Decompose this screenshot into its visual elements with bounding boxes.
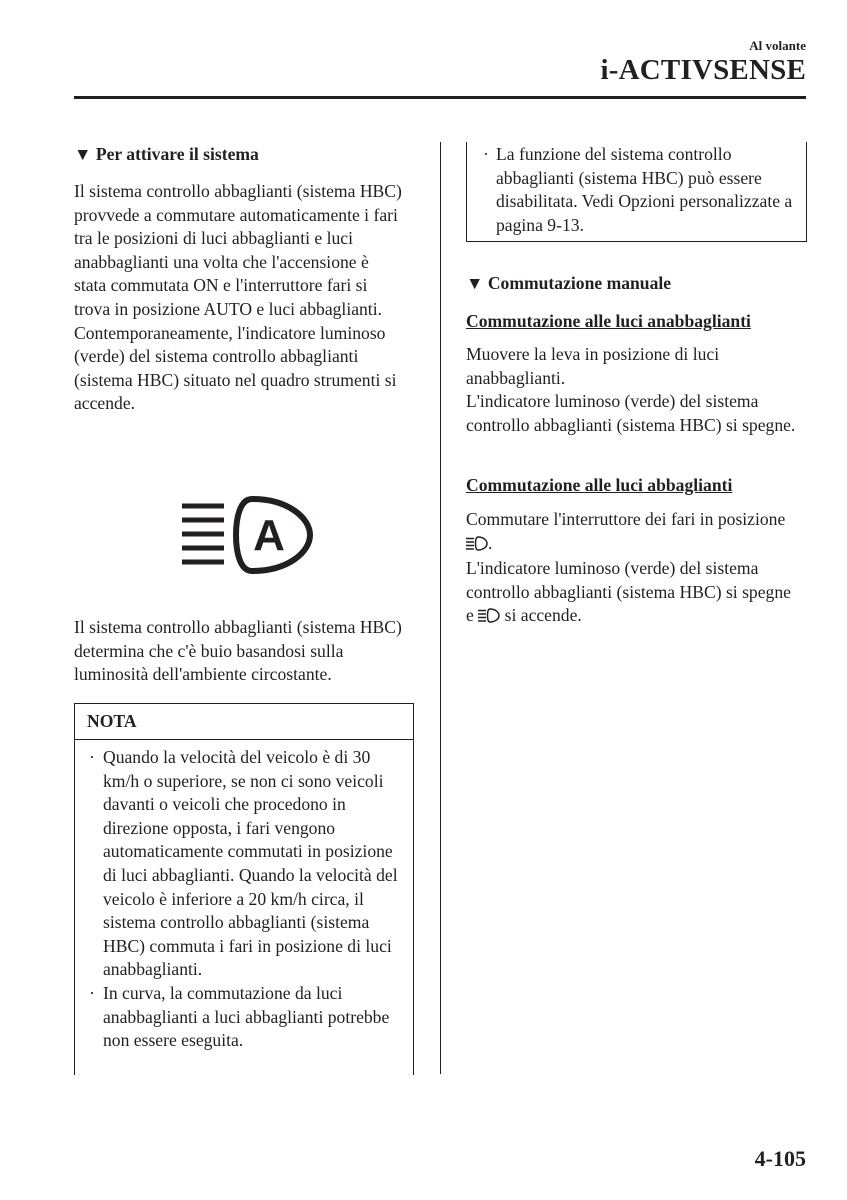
subheading-low-beam: Commutazione alle luci anabbaglianti xyxy=(466,311,751,331)
note-box xyxy=(74,703,414,1075)
section-heading-text: Commutazione manuale xyxy=(487,273,672,293)
note-item-text: In curva, la commutazione da luci anabbaglianti a luci abbaglianti potrebbe non essere eseguita. xyxy=(103,982,390,1051)
triangle-marker-icon: ▼ xyxy=(466,273,484,293)
high-beam-instructions xyxy=(466,508,801,630)
low-beam-line-2: L'indicatore luminoso (verde) del sistema controllo abbaglianti (sistema HBC) si spegne. xyxy=(466,391,796,435)
auto-high-beam-icon xyxy=(180,490,320,580)
low-beam-line-1: Muovere la leva in posizione di luci anabbaglianti. xyxy=(466,344,720,388)
bullet-dot: · xyxy=(483,144,489,164)
paragraph-activation: Il sistema controllo abbaglianti (sistema HBC) provvede a commutare automaticamente i fari tra le posizioni di luci abbaglianti e luci anabbaglianti una volta che l'accensione è stata commutata ON e l'interruttore fari si trova in posizione AUTO e luci abbaglianti. Contemporaneamente, l'indicatore luminoso (verde) del sistema controllo abbaglianti (sistema HBC) situato nel quadro strumenti si accende. xyxy=(74,181,402,414)
icon-letter: A xyxy=(253,511,285,560)
list-item xyxy=(483,143,798,237)
list-item xyxy=(87,746,403,982)
chapter-title: i-ACTIVSENSE xyxy=(600,54,806,86)
column-divider xyxy=(440,142,441,1074)
note-list-continued xyxy=(483,143,798,237)
note-box-continued xyxy=(466,142,807,242)
page-number: 4-105 xyxy=(754,1146,806,1171)
high-beam-line-2 xyxy=(466,557,801,630)
bullet-dot: · xyxy=(89,747,95,767)
high-beam-line-1 xyxy=(466,508,801,557)
high-beam-line-2-text: L'indicatore luminoso (verde) del sistema controllo abbaglianti (sistema HBC) si spegne e xyxy=(466,558,791,626)
high-beam-line-1-text: Commutare l'interruttore dei fari in posizione xyxy=(466,509,786,529)
high-beam-line-2-suffix: si accende. xyxy=(504,605,582,626)
note-list xyxy=(87,746,403,1053)
low-beam-instructions xyxy=(466,343,801,437)
section-label: Al volante xyxy=(749,38,806,53)
note-item-text: La funzione del sistema controllo abbaglianti (sistema HBC) può essere disabilitata. Vedi Opzioni personalizzate a pagina 9-13. xyxy=(496,144,793,235)
section-heading-manual xyxy=(466,272,671,295)
paragraph-darkness-detection: Il sistema controllo abbaglianti (sistema HBC) determina che c'è buio basandosi sulla luminosità dell'ambiente circostante. xyxy=(74,617,402,685)
note-title: NOTA xyxy=(87,711,137,731)
list-item xyxy=(87,982,403,1053)
subheading-high-beam: Commutazione alle luci abbaglianti xyxy=(466,475,733,495)
high-beam-icon xyxy=(478,606,500,630)
header-rule xyxy=(74,96,806,99)
high-beam-icon xyxy=(466,534,488,558)
triangle-marker-icon: ▼ xyxy=(74,144,92,164)
section-heading-activate xyxy=(74,143,259,166)
high-beam-line-1-suffix: . xyxy=(488,532,493,553)
note-item-text: Quando la velocità del veicolo è di 30 km/h o superiore, se non ci sono veicoli davanti o veicoli che procedono in direzione opposta, i fari vengono automaticamente commutati in posizione di luci abbaglianti. Quando la velocità del veicolo è inferiore a 20 km/h circa, il sistema controllo abbaglianti (sistema HBC) commuta i fari in posizione di luci anabbaglianti. xyxy=(103,747,398,980)
note-title-rule xyxy=(75,739,413,740)
bullet-dot: · xyxy=(89,982,95,1003)
section-heading-text: Per attivare il sistema xyxy=(95,144,259,164)
